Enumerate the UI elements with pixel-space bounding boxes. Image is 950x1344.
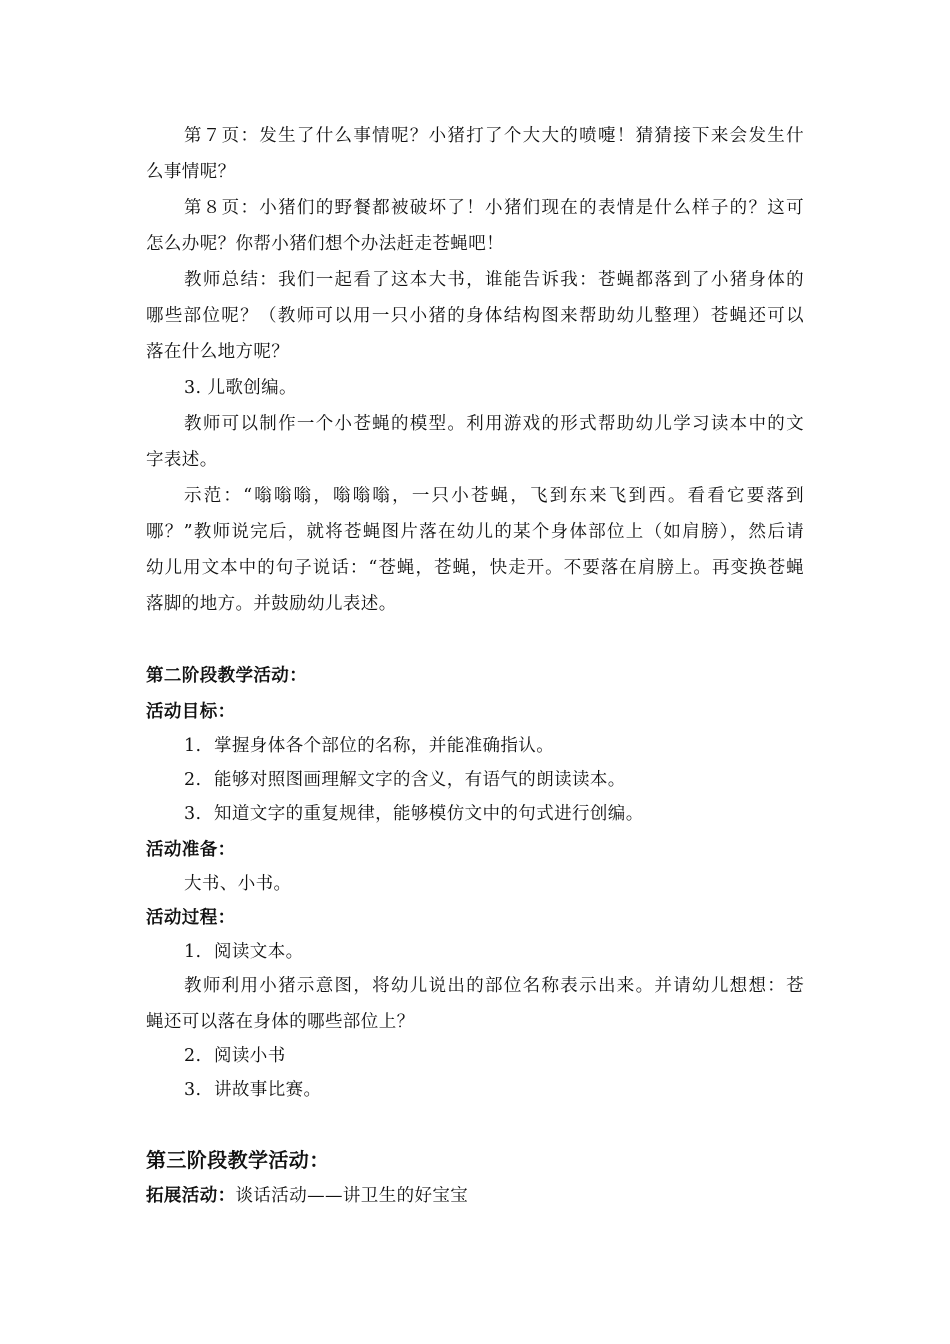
goal-text: 知道文字的重复规律，能够模仿文中的句式进行创编。 xyxy=(214,804,644,824)
goal-item xyxy=(184,768,626,792)
prep-text: 大书、小书。 xyxy=(184,874,292,894)
page8-paragraph-line2: 怎么办呢？你帮小猪们想个办法赶走苍蝇吧！ xyxy=(146,234,504,254)
extension-label: 拓展活动： xyxy=(146,1186,236,1206)
process-number: 2. xyxy=(184,1046,202,1066)
page7-paragraph-line1: 第７页：发生了什么事情呢？小猪打了个大大的喷嚏！猜猜接下来会发生什 xyxy=(184,126,804,146)
prep-label: 活动准备： xyxy=(146,840,236,860)
process-item xyxy=(184,1044,286,1068)
process-text: 阅读文本。 xyxy=(214,942,304,962)
goal-text: 掌握身体各个部位的名称，并能准确指认。 xyxy=(214,736,555,756)
demo-paragraph-line1: 示范：“嗡嗡嗡，嗡嗡嗡，一只小苍蝇，飞到东来飞到西。看看它要落到 xyxy=(184,486,804,506)
goal-item xyxy=(184,802,644,826)
summary-paragraph-line3: 落在什么地方呢？ xyxy=(146,342,290,362)
stage3-heading: 第三阶段教学活动： xyxy=(146,1148,330,1172)
summary-paragraph-line2: 哪些部位呢？（教师可以用一只小猪的身体结构图来帮助幼儿整理）苍蝇还可以 xyxy=(146,306,804,326)
extension-line xyxy=(146,1184,468,1208)
goal-number: 2. xyxy=(184,770,202,790)
process-number: 3. xyxy=(184,1080,202,1100)
process-text: 讲故事比赛。 xyxy=(214,1080,322,1100)
process-desc-line2: 蝇还可以落在身体的哪些部位上？ xyxy=(146,1012,415,1032)
demo-paragraph-line4: 落脚的地方。并鼓励幼儿表述。 xyxy=(146,594,397,614)
model-paragraph-line1: 教师可以制作一个小苍蝇的模型。利用游戏的形式帮助幼儿学习读本中的文 xyxy=(184,414,804,434)
goal-number: 3. xyxy=(184,804,202,824)
demo-paragraph-line3: 幼儿用文本中的句子说话：“苍蝇，苍蝇，快走开。不要落在肩膀上。再变换苍蝇 xyxy=(146,558,804,578)
goals-label: 活动目标： xyxy=(146,702,236,722)
goal-text: 能够对照图画理解文字的含义，有语气的朗读读本。 xyxy=(214,770,626,790)
demo-paragraph-line2: 哪？”教师说完后，就将苍蝇图片落在幼儿的某个身体部位上（如肩膀），然后请 xyxy=(146,522,804,542)
goal-number: 1. xyxy=(184,736,202,756)
stage2-heading: 第二阶段教学活动： xyxy=(146,666,308,686)
extension-text: 谈话活动——讲卫生的好宝宝 xyxy=(235,1186,469,1206)
page7-paragraph-line2: 么事情呢？ xyxy=(146,162,236,182)
model-paragraph-line2: 字表述。 xyxy=(146,450,218,470)
process-label: 活动过程： xyxy=(146,908,236,928)
page8-paragraph-line1: 第８页：小猪们的野餐都被破坏了！小猪们现在的表情是什么样子的？这可 xyxy=(184,198,804,218)
process-item xyxy=(184,1078,321,1102)
step3-heading: 3. 儿歌创编。 xyxy=(184,378,297,398)
process-desc-line1: 教师利用小猪示意图，将幼儿说出的部位名称表示出来。并请幼儿想想：苍 xyxy=(184,976,804,996)
process-number: 1. xyxy=(184,942,202,962)
goal-item xyxy=(184,734,554,758)
summary-paragraph-line1: 教师总结：我们一起看了这本大书，谁能告诉我：苍蝇都落到了小猪身体的 xyxy=(184,270,804,290)
process-item xyxy=(184,940,304,964)
process-text: 阅读小书 xyxy=(214,1046,286,1066)
